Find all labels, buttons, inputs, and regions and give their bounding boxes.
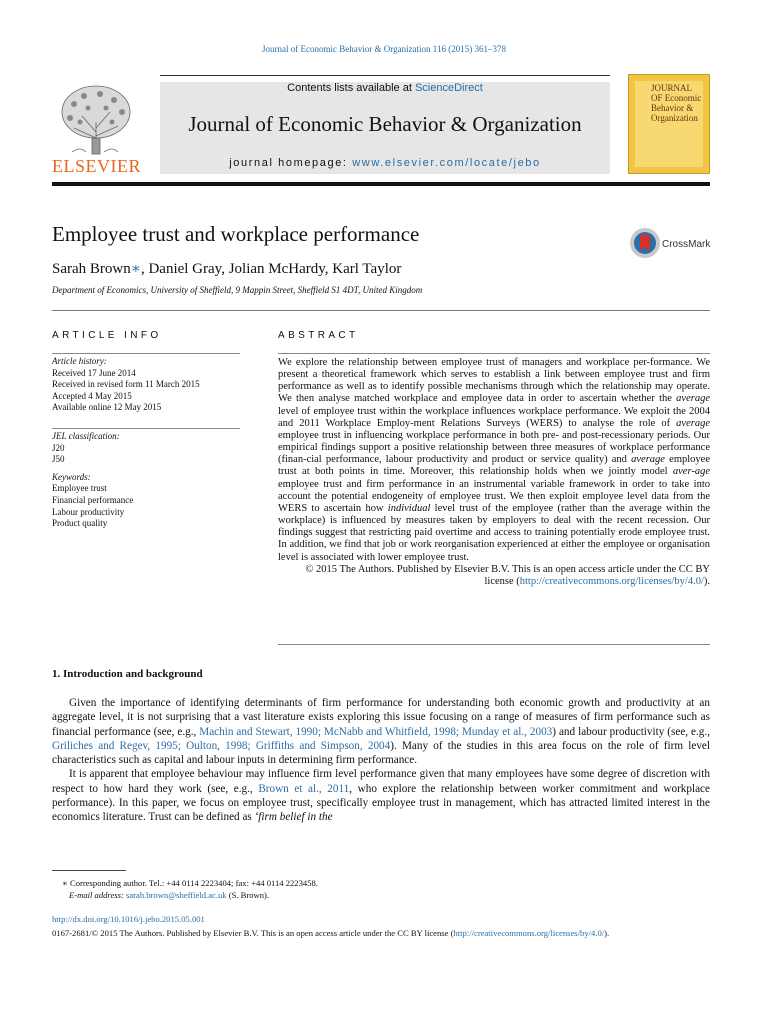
abstract-emphasis: individual — [387, 502, 431, 514]
issn-line — [52, 928, 710, 940]
abstract-part: employee trust in influencing workplace performance in both pre- and post-recessionary periods. Our empirical findings support a positive relationship between three measures of workplace performance (finan-cial performance, labour productivity and product or service quality) and — [278, 429, 710, 466]
article-info-rule — [52, 353, 240, 354]
email-label: E-mail address: — [69, 889, 124, 900]
jel-code: J20 — [52, 442, 65, 453]
copyright-text: © 2015 The Authors. Published by Elsevier B.V. This is an open access article under the CC BY license ( — [305, 563, 710, 587]
author-name[interactable]: Jolian McHardy — [228, 261, 325, 277]
keyword: Product quality — [52, 518, 108, 529]
crossmark-icon[interactable] — [628, 226, 712, 260]
doi-link[interactable]: http://dx.doi.org/10.1016/j.jebo.2015.05.001 — [52, 914, 205, 924]
sciencedirect-link[interactable]: ScienceDirect — [414, 82, 483, 94]
history-item: Received in revised form 11 March 2015 — [52, 379, 200, 390]
text-emphasis: ‘firm belief in the — [254, 811, 333, 824]
citation-link[interactable]: Machin and Stewart, 1990; McNabb and Whitfield, 1998; Munday et al., 2003 — [199, 725, 553, 738]
contents-prefix: Contents lists available at — [287, 82, 415, 94]
keywords-label: Keywords: — [52, 471, 91, 482]
text-run: , who explore the relationship between worker commitment and workplace performance). In this paper, we focus on employee trust, specifically employee trust in management, which has attracted limited interest in the economics literature. Trust can be defined as — [52, 782, 710, 824]
body-text — [52, 696, 710, 825]
corresponding-footnote — [52, 878, 710, 890]
keyword: Employee trust — [52, 483, 107, 494]
email-suffix: (S. Brown). — [226, 889, 270, 900]
author-name[interactable]: Sarah Brown — [52, 261, 131, 277]
footnote-mark: ∗ — [62, 878, 68, 888]
issn-license-link[interactable]: http://creativecommons.org/licenses/by/4.0/ — [453, 928, 605, 938]
footnotes — [52, 878, 710, 901]
contents-line — [160, 82, 610, 94]
abstract-emphasis: average — [631, 454, 665, 466]
abstract-bottom-rule — [278, 644, 710, 645]
abstract-part: level trust of the employee (rather than the average within the workplace) is influenced by measures taken by employers to deal with the recent recession. Our findings suggest that restricting paid overtime and access to training potentially erode employee trust. In addition, we find that job or work reorganisation experienced at either the employee or organisation level is associated with lower employee trust. — [278, 502, 710, 563]
author-name[interactable]: Karl Taylor — [332, 261, 402, 277]
article-info-divider — [52, 428, 240, 429]
history-item: Received 17 June 2014 — [52, 367, 136, 378]
article-info-heading: ARTICLE INFO — [52, 330, 162, 341]
homepage-prefix: journal homepage: — [229, 157, 353, 169]
license-link[interactable]: http://creativecommons.org/licenses/by/4.0/ — [519, 575, 704, 587]
header-top-rule — [160, 75, 610, 76]
homepage-link[interactable]: www.elsevier.com/locate/jebo — [352, 157, 541, 169]
jel-code: J50 — [52, 454, 65, 465]
journal-citation[interactable]: Journal of Economic Behavior & Organization 116 (2015) 361–378 — [262, 44, 506, 54]
history-label: Article history: — [52, 356, 107, 366]
history-item: Available online 12 May 2015 — [52, 402, 162, 413]
issn-text: 0167-2681/© 2015 The Authors. Published by Elsevier B.V. This is an open access article under the CC BY license ( — [52, 928, 454, 938]
header-rule — [52, 182, 710, 186]
footnote-rule — [52, 870, 126, 871]
issn-end: ). — [604, 928, 610, 938]
paragraph — [52, 696, 710, 767]
journal-title: Journal of Economic Behavior & Organization — [188, 112, 582, 136]
citation-link[interactable]: Griliches and Regev, 1995; Oulton, 1998; Griffiths and Simpson, 2004 — [52, 739, 391, 752]
affiliation: Department of Economics, University of Sheffield, 9 Mappin Street, Sheffield S1 4DT, United Kingdom — [52, 285, 423, 295]
text-run: ) and labour productivity (see, e.g., — [552, 725, 710, 738]
abstract-part: level of employee trust within the workplace influences workplace performance. We exploit the 2004 and 2011 Workplace Employ-ment Relations Surveys (WERS) to analyse the role of — [278, 405, 710, 429]
section-heading: 1. Introduction and background — [52, 668, 203, 680]
copyright-end: ). — [703, 575, 710, 587]
abstract-heading: ABSTRACT — [278, 330, 359, 341]
text-run: Given the importance of identifying determinants of firm performance for understanding both economic growth and productivity at an aggregate level, it is not surprising that a vast literature exists exploring this issue focusing on a range of measures of firm performance such as financial performance (see, e.g., — [52, 697, 710, 738]
abstract-text — [278, 357, 710, 588]
copyright-line — [278, 564, 710, 588]
article-info — [52, 356, 242, 530]
title-rule — [52, 310, 710, 311]
text-run: It is apparent that employee behaviour may influence firm level performance given that many employees have some degree of discretion with respect to how hard they work (see, e.g., — [52, 768, 710, 795]
crossmark-label: CrossMark — [662, 239, 711, 250]
keyword: Financial performance — [52, 494, 134, 505]
email-link[interactable]: sarah.brown@sheffield.ac.uk — [125, 889, 227, 900]
author-list: Sarah Brown∗, Daniel Gray, Jolian McHardy, Karl Taylor — [52, 261, 402, 277]
cover-title: JOURNAL OF Economic Behavior & Organization — [651, 83, 702, 123]
keyword: Labour productivity — [52, 506, 125, 517]
text-run: ). Many of the studies in this area focus on the role of firm level characteristics such as capital and labour inputs in determining firm performance. — [52, 739, 710, 767]
history-item: Accepted 4 May 2015 — [52, 390, 132, 401]
author-name[interactable]: Daniel Gray — [148, 261, 222, 277]
abstract-part: employee trust at both points in time. Moreover, this relationship holds when we jointly model — [278, 454, 710, 478]
journal-homepage — [160, 157, 610, 169]
jel-label: JEL classification: — [52, 430, 120, 441]
citation-link[interactable]: Brown et al., 2011 — [258, 782, 350, 795]
abstract-part: employee trust and firm performance in an instrumental variable framework in order to take into account the potential endogeneity of employee trust. We then exploit employee level data from the WERS to ascertain how — [278, 478, 710, 514]
abstract-rule — [278, 353, 710, 354]
paragraph — [52, 767, 710, 824]
abstract-emphasis: average — [676, 393, 710, 405]
publisher-name: ELSEVIER — [52, 156, 141, 176]
abstract-emphasis: aver-age — [672, 466, 710, 478]
abstract-emphasis: average — [676, 417, 710, 429]
footnote-text: Corresponding author. Tel.: +44 0114 2223404; fax: +44 0114 2223458. — [67, 878, 318, 888]
corresponding-mark[interactable]: ∗ — [130, 261, 141, 277]
abstract-part: We explore the relationship between employee trust of managers and workplace per-formance. We present a theoretical framework which serves to establish a link between employee trust and firm performance as well as to identify possible mechanisms through which the relationship may operate. We then analyse matched workplace and employee data in order to ascertain whether the — [278, 357, 710, 405]
journal-cover-thumbnail[interactable] — [628, 74, 710, 174]
email-footnote — [52, 890, 710, 902]
article-title: Employee trust and workplace performance — [52, 222, 420, 246]
